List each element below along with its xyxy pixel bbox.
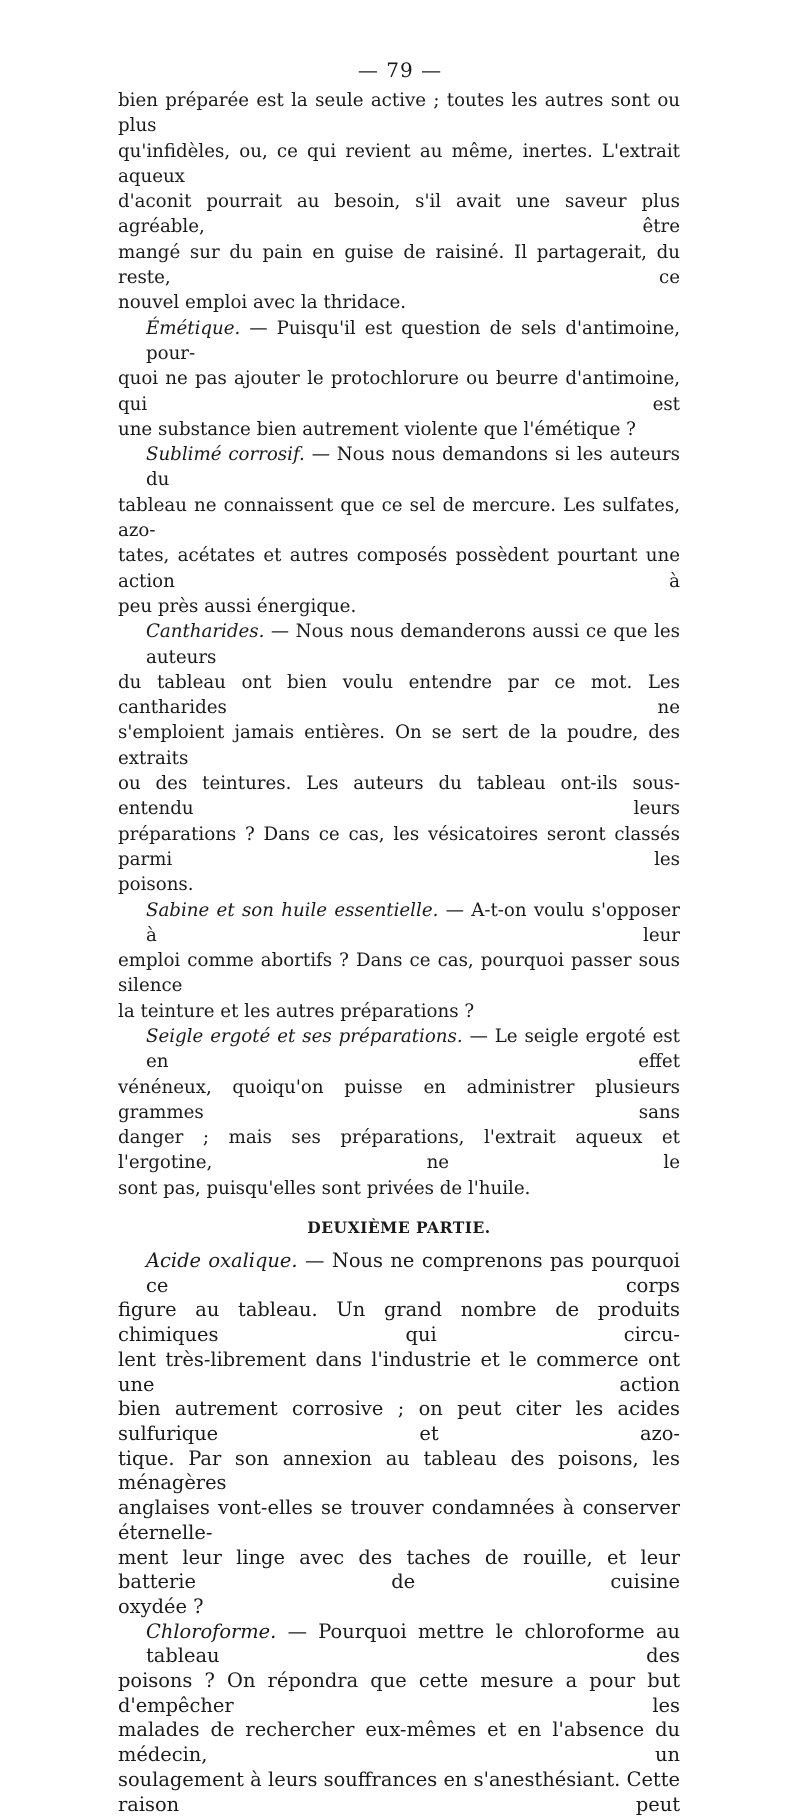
entry-term: Sublimé corrosif.	[146, 444, 305, 466]
entry-term: Cantharides.	[146, 621, 265, 643]
text-line: emploi comme abortifs ? Dans ce cas, pourquoi passer sous silence	[118, 950, 680, 997]
paragraph	[118, 619, 680, 897]
text-line	[118, 316, 680, 367]
entry-text: — A-t-on voulu s'opposer à leur	[146, 899, 680, 946]
page-number: — 79 —	[357, 58, 443, 82]
text-line: soulagement à leurs souffrances en s'anesthésiant. Cette raison peut	[118, 1767, 680, 1816]
text-line: poisons ? On répondra que cette mesure a pour but d'empêcher les	[118, 1669, 680, 1717]
text-line: ment leur linge avec des taches de rouille, et leur batterie de cuisine	[118, 1545, 680, 1594]
entry-term: Émétique.	[146, 317, 241, 339]
paragraph	[118, 1249, 680, 1620]
text-line	[118, 898, 680, 949]
paragraph	[118, 898, 680, 1024]
text-line	[118, 1249, 680, 1298]
entry-term: Acide oxalique.	[146, 1249, 298, 1273]
body-text	[118, 88, 680, 1817]
text-line: nouvel emploi avec la thridace.	[118, 292, 407, 314]
text-line: vénéneux, quoiqu'on puisse en administrer plusieurs grammes sans	[118, 1076, 680, 1123]
text-line: s'emploient jamais entières. On se sert de la poudre, des extraits	[118, 722, 680, 769]
text-line: la teinture et les autres préparations ?	[118, 1000, 475, 1022]
text-line: préparations ? Dans ce cas, les vésicatoires seront classés parmi les	[118, 823, 680, 870]
paragraph	[118, 1024, 680, 1201]
entry-term: Sabine et son huile essentielle.	[146, 899, 439, 921]
entry-text: — Nous nous demanderons aussi ce que les auteurs	[146, 621, 680, 668]
text-line: bien préparée est la seule active ; toutes les autres sont ou plus	[118, 90, 680, 137]
entry-text: — Nous nous demandons si les auteurs du	[146, 444, 681, 491]
text-line: bien autrement corrosive ; on peut citer les acides sulfurique et azo-	[118, 1397, 680, 1445]
text-line: mangé sur du pain en guise de raisiné. Il partagerait, du reste, ce	[118, 241, 680, 289]
text-line: malades de rechercher eux-mêmes et en l'absence du médecin, un	[118, 1718, 680, 1767]
text-line: du tableau ont bien voulu entendre par ce mot. Les cantharides ne	[118, 671, 680, 719]
paragraph	[118, 442, 680, 619]
text-line: tableau ne connaissent que ce sel de mercure. Les sulfates, azo-	[118, 494, 680, 542]
text-line	[118, 1024, 680, 1075]
text-line: anglaises vont-elles se trouver condamnées à conserver éternelle-	[118, 1496, 680, 1544]
text-line: d'aconit pourrait au besoin, s'il avait une saveur plus agréable, être	[118, 191, 680, 238]
paragraph	[118, 1620, 680, 1817]
text-line	[118, 1620, 680, 1669]
text-line: tates, acétates et autres composés possèdent pourtant une action à	[118, 545, 680, 592]
text-line: poisons.	[118, 874, 194, 896]
text-line: une substance bien autrement violente que l'émétique ?	[118, 418, 636, 440]
paragraph	[118, 88, 680, 316]
entry-text: — Nous ne comprenons pas pourquoi ce corps	[146, 1249, 680, 1297]
entry-term: Seigle ergoté et ses préparations.	[146, 1025, 463, 1047]
text-line: tique. Par son annexion au tableau des poisons, les ménagères	[118, 1446, 680, 1495]
entry-text: — Puisqu'il est question de sels d'antimoine, pour-	[146, 317, 680, 364]
section-heading: DEUXIÈME PARTIE.	[307, 1218, 491, 1238]
text-line: lent très-librement dans l'industrie et le commerce ont une action	[118, 1347, 680, 1396]
text-line: sont pas, puisqu'elles sont privées de l'huile.	[118, 1177, 531, 1199]
text-line: peu près aussi énergique.	[118, 595, 357, 617]
text-line	[118, 619, 680, 670]
text-line: oxydée ?	[118, 1594, 204, 1618]
text-line: qu'infidèles, ou, ce qui revient au même, inertes. L'extrait aqueux	[118, 140, 680, 187]
entry-text: — Le seigle ergoté est en effet	[146, 1025, 680, 1073]
text-line	[118, 442, 680, 493]
text-line: figure au tableau. Un grand nombre de produits chimiques qui circu-	[118, 1298, 680, 1347]
text-line: ou des teintures. Les auteurs du tableau ont-ils sous-entendu leurs	[118, 773, 680, 820]
text-line: danger ; mais ses préparations, l'extrait aqueux et l'ergotine, ne le	[118, 1127, 680, 1174]
entry-term: Chloroforme.	[146, 1619, 277, 1643]
entry-text: — Pourquoi mettre le chloroforme au tableau des	[146, 1619, 680, 1668]
text-line: quoi ne pas ajouter le protochlorure ou beurre d'antimoine, qui est	[118, 368, 680, 415]
paragraph	[118, 316, 680, 442]
